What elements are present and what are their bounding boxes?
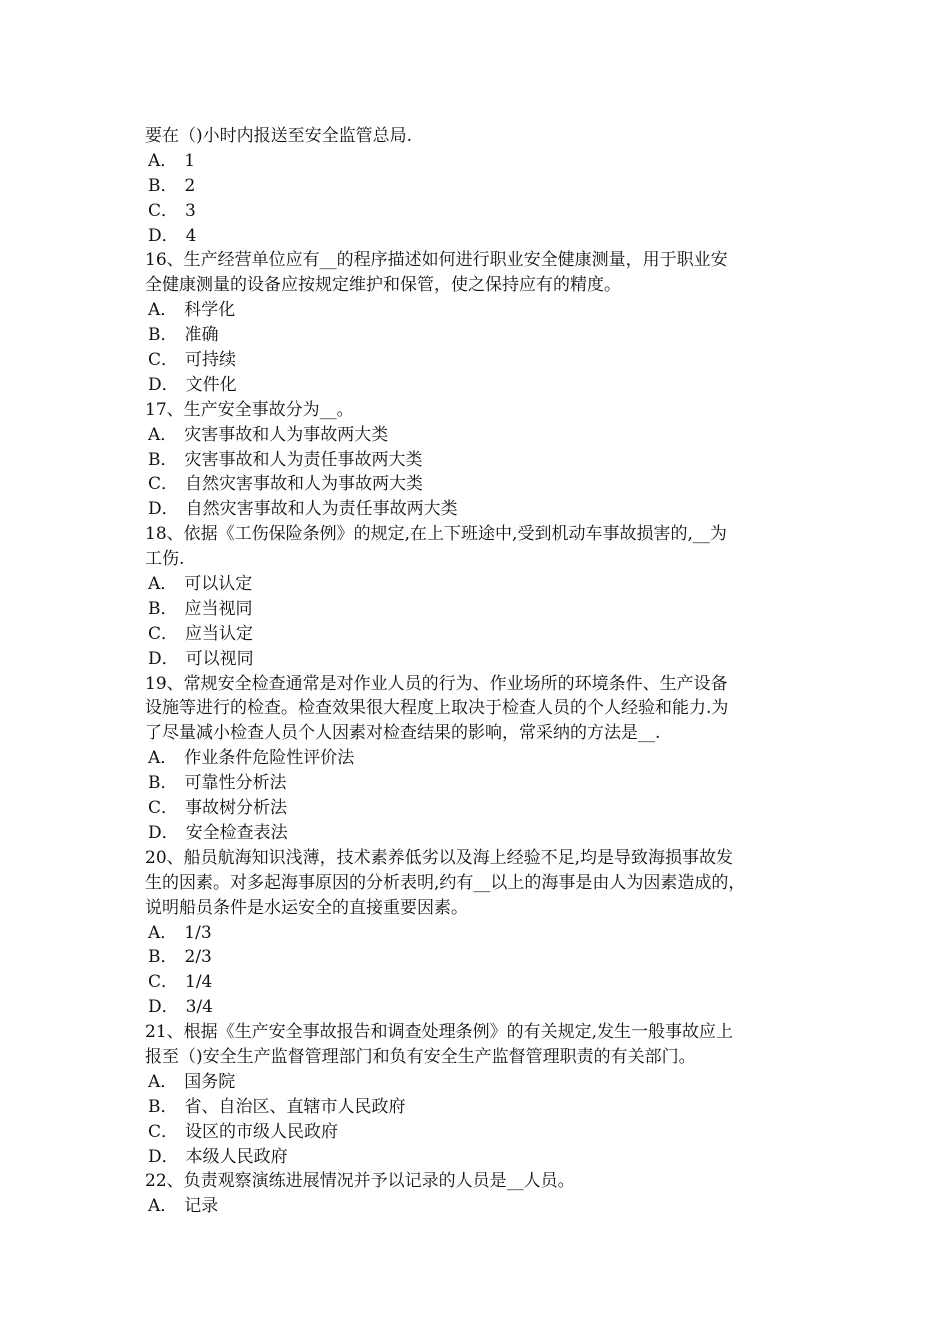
option-a bbox=[145, 746, 817, 771]
option-c bbox=[145, 472, 817, 497]
option-text: 准确 bbox=[184, 325, 219, 346]
option-letter: D． bbox=[148, 648, 179, 669]
option-letter: C． bbox=[148, 623, 179, 644]
option-letter: A． bbox=[148, 300, 178, 321]
question-text-line: 21、根据《生产安全事故报告和调查处理条例》的有关规定,发生一般事故应上 bbox=[145, 1022, 734, 1043]
option-letter: D． bbox=[148, 499, 179, 520]
option-letter: C． bbox=[148, 350, 179, 371]
option-text: 记录 bbox=[184, 1196, 219, 1217]
question-text-line: 设施等进行的检查。检查效果很大程度上取决于检查人员的个人经验和能力.为 bbox=[145, 698, 729, 719]
option-letter: A． bbox=[148, 748, 178, 769]
option-letter: D． bbox=[148, 997, 179, 1018]
option-a bbox=[145, 298, 817, 323]
option-b bbox=[145, 771, 817, 796]
option-text: 作业条件危险性评价法 bbox=[184, 748, 355, 769]
option-letter: C． bbox=[148, 798, 179, 819]
question-text-line: 17、生产安全事故分为__。 bbox=[145, 399, 354, 420]
question-text-line: 19、常规安全检查通常是对作业人员的行为、作业场所的环境条件、生产设备 bbox=[145, 673, 728, 694]
option-text: 国务院 bbox=[184, 1071, 236, 1092]
option-d bbox=[145, 995, 817, 1020]
question-19 bbox=[145, 672, 817, 846]
option-d bbox=[145, 224, 817, 249]
option-letter: A． bbox=[148, 1071, 178, 1092]
option-text: 2 bbox=[184, 175, 196, 196]
option-a bbox=[145, 149, 817, 174]
option-letter: D． bbox=[148, 374, 179, 395]
option-b bbox=[145, 597, 817, 622]
option-letter: C． bbox=[148, 1121, 179, 1142]
question-text-line: 20、船员航海知识浅薄，技术素养低劣以及海上经验不足,均是导致海损事故发 bbox=[145, 847, 734, 868]
option-letter: A． bbox=[148, 150, 178, 171]
question-16 bbox=[145, 248, 817, 397]
option-text: 4 bbox=[185, 225, 197, 246]
option-text: 可靠性分析法 bbox=[184, 773, 287, 794]
option-text: 科学化 bbox=[184, 300, 236, 321]
option-letter: D． bbox=[148, 225, 179, 246]
option-d bbox=[145, 373, 817, 398]
option-letter: B． bbox=[148, 947, 178, 968]
option-b bbox=[145, 945, 817, 970]
question-text-line: 报至（)安全生产监督管理部门和负有安全生产监督管理职责的有关部门。 bbox=[145, 1046, 696, 1067]
option-letter: C． bbox=[148, 972, 179, 993]
option-d bbox=[145, 821, 817, 846]
option-letter: A． bbox=[148, 922, 178, 943]
question-17 bbox=[145, 398, 817, 522]
option-b bbox=[145, 1095, 817, 1120]
question-text-line: 了尽量减小检查人员个人因素对检查结果的影响，常采纳的方法是__. bbox=[145, 723, 661, 744]
question-text-line: 22、负责观察演练进展情况并予以记录的人员是__人员。 bbox=[145, 1171, 575, 1192]
option-text: 事故树分析法 bbox=[185, 798, 288, 819]
option-text: 省、自治区、直辖市人民政府 bbox=[184, 1096, 406, 1117]
option-text: 自然灾害事故和人为责任事故两大类 bbox=[185, 499, 458, 520]
question-22 bbox=[145, 1169, 817, 1219]
question-21 bbox=[145, 1020, 817, 1169]
question-text-line: 全健康测量的设备应按规定维护和保管，使之保持应有的精度。 bbox=[145, 275, 621, 296]
option-text: 灾害事故和人为事故两大类 bbox=[184, 424, 389, 445]
option-letter: B． bbox=[148, 175, 178, 196]
option-text: 设区的市级人民政府 bbox=[185, 1121, 339, 1142]
option-letter: D． bbox=[148, 1146, 179, 1167]
option-letter: B． bbox=[148, 449, 178, 470]
option-b bbox=[145, 323, 817, 348]
option-letter: A． bbox=[148, 1196, 178, 1217]
question-text-line: 要在（)小时内报送至安全监管总局. bbox=[145, 126, 413, 146]
option-d bbox=[145, 1145, 817, 1170]
option-text: 1 bbox=[184, 150, 196, 171]
question-text-line: 工伤. bbox=[145, 549, 185, 570]
question-18 bbox=[145, 522, 817, 671]
document-body bbox=[145, 124, 817, 1219]
option-text: 可以认定 bbox=[184, 574, 253, 595]
option-c bbox=[145, 622, 817, 647]
option-c bbox=[145, 970, 817, 995]
option-text: 本级人民政府 bbox=[185, 1146, 288, 1167]
option-c bbox=[145, 199, 817, 224]
option-text: 应当认定 bbox=[185, 623, 254, 644]
question-20 bbox=[145, 846, 817, 1020]
option-text: 自然灾害事故和人为事故两大类 bbox=[185, 474, 424, 495]
question-intro bbox=[145, 124, 817, 248]
option-letter: C． bbox=[148, 474, 179, 495]
option-letter: A． bbox=[148, 424, 178, 445]
option-a bbox=[145, 921, 817, 946]
option-text: 可以视同 bbox=[185, 648, 254, 669]
option-d bbox=[145, 647, 817, 672]
option-letter: B． bbox=[148, 598, 178, 619]
option-text: 可持续 bbox=[185, 350, 237, 371]
option-text: 3/4 bbox=[185, 997, 213, 1018]
option-b bbox=[145, 448, 817, 473]
option-c bbox=[145, 796, 817, 821]
option-letter: B． bbox=[148, 1096, 178, 1117]
question-text-line: 说明船员条件是水运安全的直接重要因素。 bbox=[145, 897, 468, 918]
option-text: 灾害事故和人为责任事故两大类 bbox=[184, 449, 423, 470]
option-text: 1/4 bbox=[185, 972, 213, 993]
question-text-line: 18、依据《工伤保险条例》的规定,在上下班途中,受到机动车事故损害的,__为 bbox=[145, 524, 727, 545]
option-text: 安全检查表法 bbox=[185, 822, 288, 843]
question-text-line: 生的因素。对多起海事原因的分析表明,约有__以上的海事是由人为因素造成的， bbox=[145, 872, 746, 893]
option-letter: A． bbox=[148, 574, 178, 595]
option-text: 应当视同 bbox=[184, 598, 253, 619]
option-a bbox=[145, 1070, 817, 1095]
option-letter: B． bbox=[148, 773, 178, 794]
option-text: 1/3 bbox=[184, 922, 212, 943]
option-text: 3 bbox=[185, 200, 196, 221]
question-text-line: 16、生产经营单位应有__的程序描述如何进行职业安全健康测量，用于职业安 bbox=[145, 250, 728, 271]
option-c bbox=[145, 348, 817, 373]
option-d bbox=[145, 497, 817, 522]
option-a bbox=[145, 423, 817, 448]
option-a bbox=[145, 572, 817, 597]
option-text: 2/3 bbox=[184, 947, 212, 968]
option-a bbox=[145, 1194, 817, 1219]
option-letter: D． bbox=[148, 822, 179, 843]
option-letter: B． bbox=[148, 325, 178, 346]
option-letter: C． bbox=[148, 200, 179, 221]
option-b bbox=[145, 174, 817, 199]
option-text: 文件化 bbox=[185, 374, 237, 395]
option-c bbox=[145, 1120, 817, 1145]
